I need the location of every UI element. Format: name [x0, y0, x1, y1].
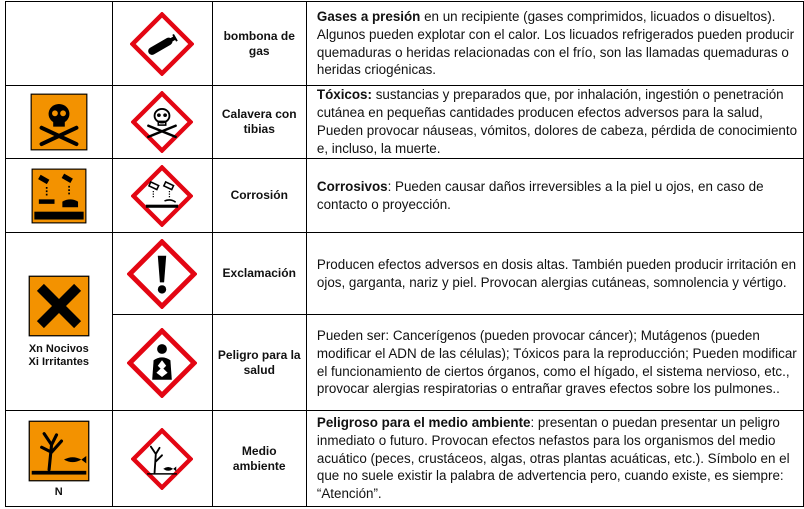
- table-row: [6, 315, 804, 411]
- ghs-pictogram-cell: [112, 411, 212, 507]
- pictogram-description: Peligroso para el medio ambiente: presentan o puedan presentar un peligro inmediato o futuro. Provocan efectos nefastos para los organismos del medio acuático (peces, crustáceos, algas, otras plantas acuáticas, etc.). Símbolo en el que no suele existir la palabra de advertencia pero, cuando existe, es siempre: “Atención”.: [306, 411, 803, 507]
- exclamation-icon: [127, 239, 197, 309]
- ghs-pictogram-cell: [112, 86, 212, 159]
- corrosion-icon: [31, 168, 87, 224]
- pictogram-name: Exclamación: [212, 233, 306, 315]
- old-pictogram-cell: [6, 86, 113, 159]
- pictogram-description: Tóxicos: sustancias y preparados que, por inhalación, ingestión o penetración cutánea en pequeñas cantidades producen efectos adversos para la salud, Pueden provocar náuseas, vómitos, dolores de cabeza, pérdida de conocimiento e, incluso, la muerte.: [306, 86, 803, 159]
- ghs-pictogram-cell: [112, 233, 212, 315]
- gas-cylinder-icon: [130, 12, 194, 76]
- skull-crossbones-icon: [30, 93, 88, 151]
- pictogram-name: Calavera con tibias: [212, 86, 306, 159]
- environment-icon: [131, 428, 193, 490]
- pictogram-name: bombona de gas: [212, 2, 306, 86]
- pictogram-description: Gases a presión en un recipiente (gases comprimidos, licuados o disueltos). Algunos pueden explotar con el calor. Los licuados refrigerados pueden producir quemaduras o heridas relacionadas con el frío, son las llamadas quemaduras o heridas criogénicas.: [306, 2, 803, 86]
- pictogram-description: Producen efectos adversos en dosis altas. También pueden producir irritación en ojos, garganta, nariz y piel. Provocan alergias cutáneas, somnolencia y vértigo.: [306, 233, 803, 315]
- table-row: [6, 233, 804, 315]
- table-row: [6, 86, 804, 159]
- old-pictogram-cell: [6, 159, 113, 233]
- old-pictogram-cell: [6, 2, 113, 86]
- old-pictogram-label: N: [54, 485, 63, 498]
- pictogram-name: Peligro para la salud: [212, 315, 306, 411]
- skull-crossbones-icon: [131, 91, 193, 153]
- pictogram-description: Corrosivos: Pueden causar daños irreversibles a la piel u ojos, en caso de contacto o proyección.: [306, 159, 803, 233]
- table-row: [6, 159, 804, 233]
- cross-x-icon: [28, 275, 90, 337]
- old-pictogram-cell: [6, 233, 113, 411]
- ghs-pictogram-cell: [112, 315, 212, 411]
- hazard-pictogram-table: [5, 1, 804, 507]
- health-hazard-icon: [127, 328, 197, 398]
- table-row: [6, 411, 804, 507]
- pictogram-description: Pueden ser: Cancerígenos (pueden provocar cáncer); Mutágenos (pueden modificar el ADN de las células); Tóxicos para la reproducción; Pueden modificar el funcionamiento de ciertos órganos, como el hígado, el sistema nervioso, etc., provocar alergias respiratorias o entrañar graves efectos sobre los pulmones..: [306, 315, 803, 411]
- table-row: [6, 2, 804, 86]
- old-pictogram-label: Xn Nocivos Xi Irritantes: [28, 342, 90, 368]
- ghs-pictogram-cell: [112, 159, 212, 233]
- pictogram-name: Corrosión: [212, 159, 306, 233]
- old-pictogram-cell: [6, 411, 113, 507]
- pictogram-name: Medio ambiente: [212, 411, 306, 507]
- corrosion-icon: [131, 165, 193, 227]
- ghs-pictogram-cell: [112, 2, 212, 86]
- dead-tree-fish-icon: [28, 420, 90, 482]
